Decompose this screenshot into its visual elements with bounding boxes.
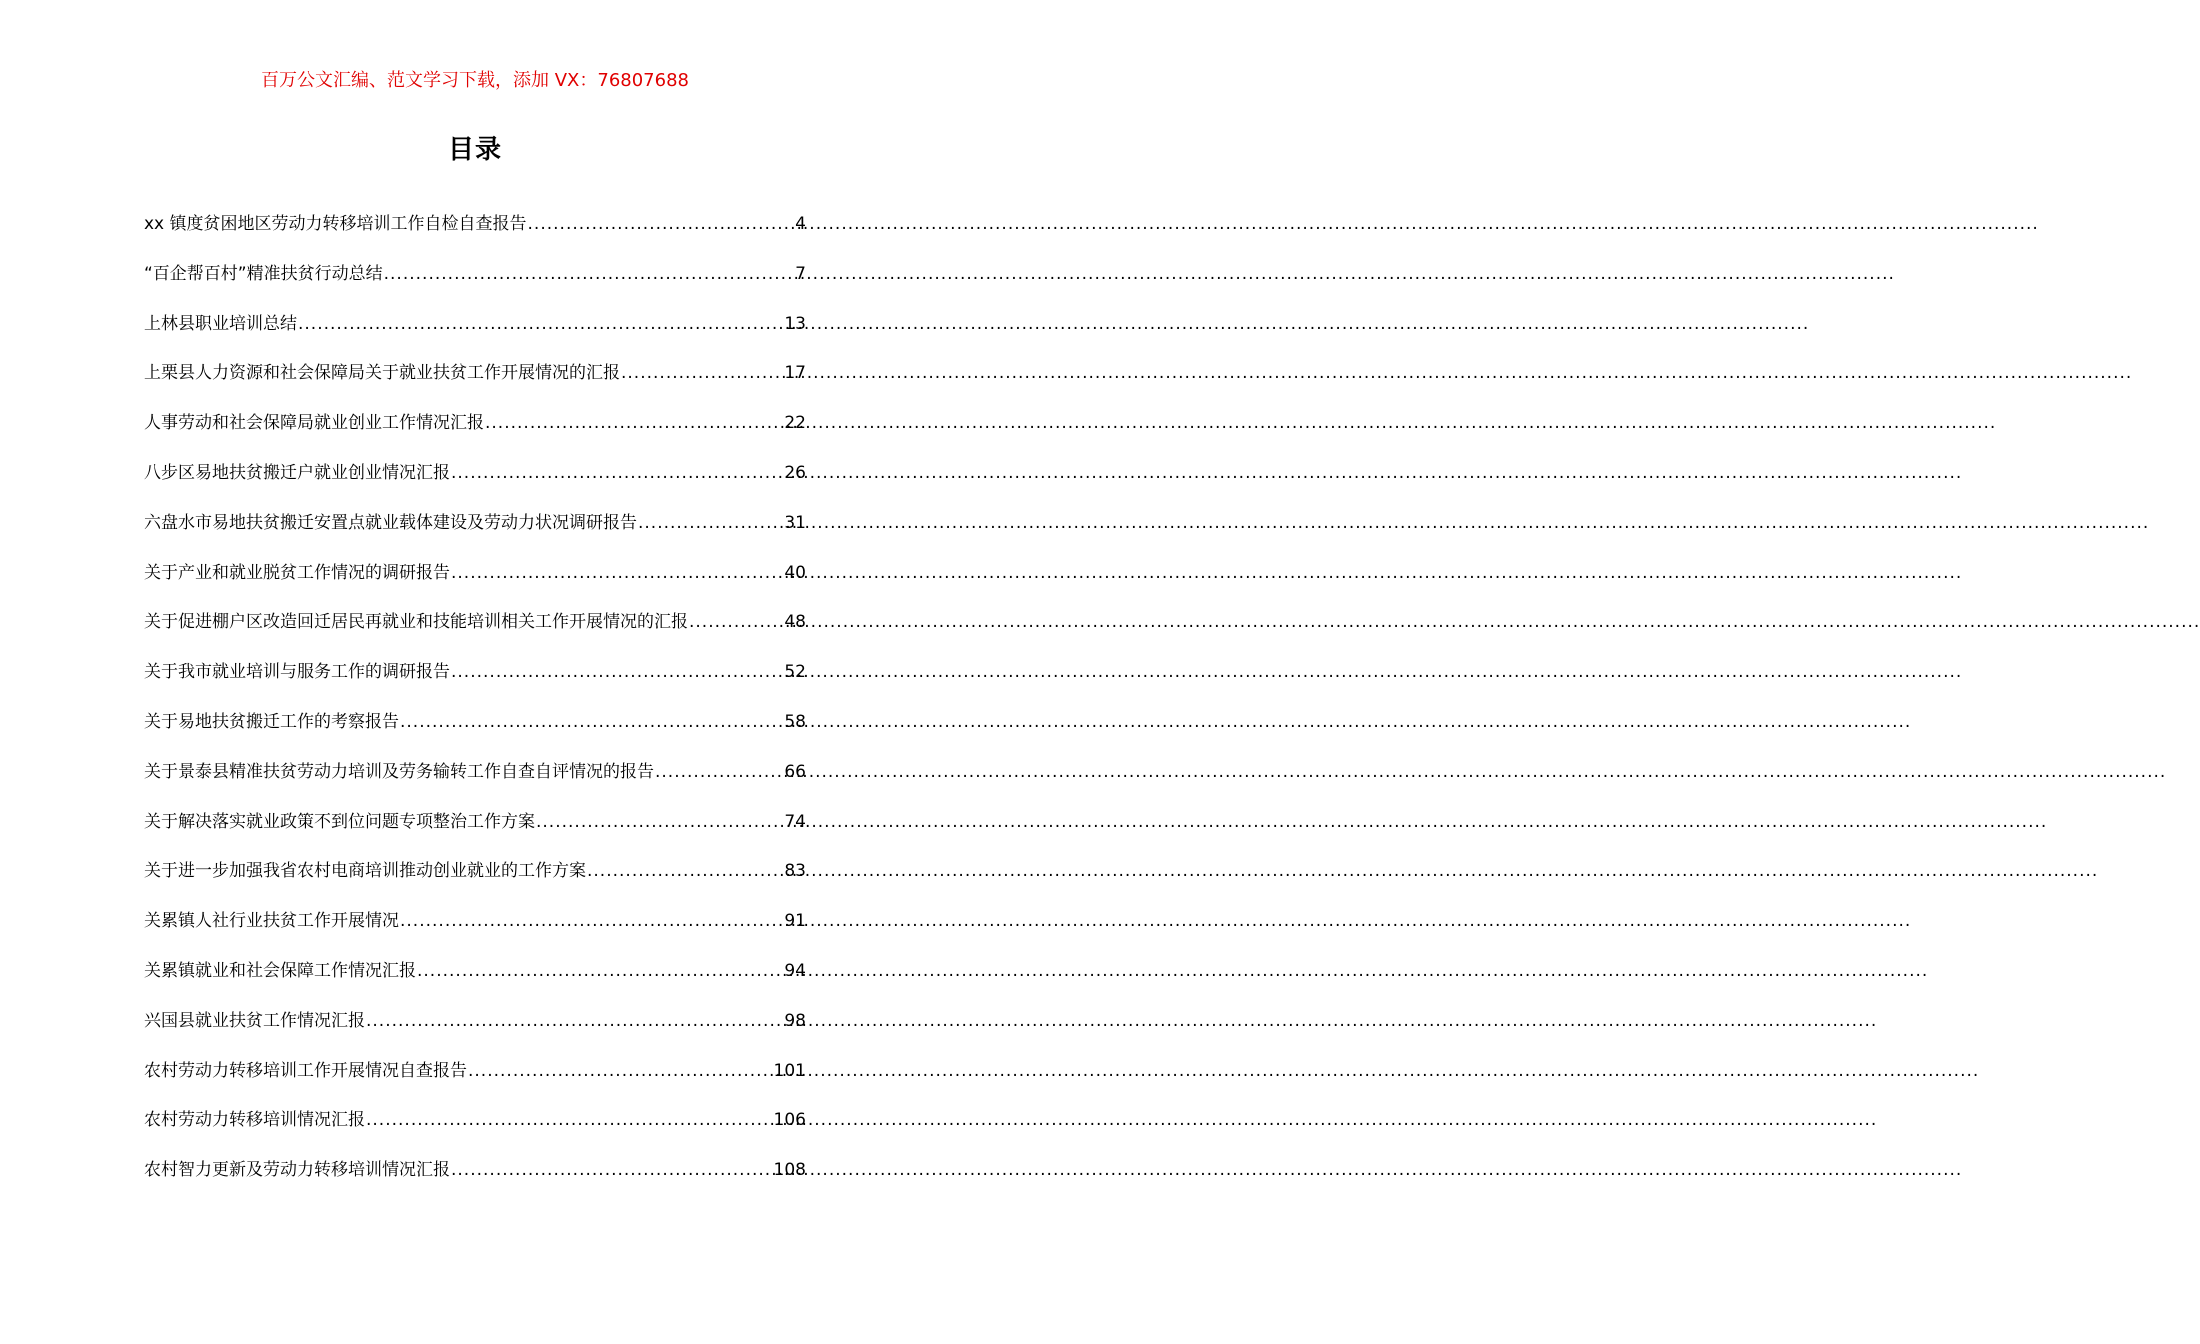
toc-entry-title: 上栗县人力资源和社会保障局关于就业扶贫工作开展情况的汇报 — [144, 363, 620, 384]
toc-entry-page-number: 108 — [773, 1160, 806, 1181]
toc-entry[interactable] — [144, 905, 806, 955]
toc-entry[interactable] — [144, 656, 806, 706]
toc-entry-title: 关于易地扶贫搬迁工作的考察报告 — [144, 711, 399, 732]
toc-dot-leader — [400, 706, 783, 738]
toc-entry-title: 关于促进棚户区改造回迁居民再就业和技能培训相关工作开展情况的汇报 — [144, 612, 688, 633]
toc-entry-page-number: 98 — [784, 1010, 806, 1031]
toc-entry[interactable] — [144, 1154, 806, 1204]
toc-entry[interactable] — [144, 1055, 806, 1105]
toc-entry-title: 农村智力更新及劳动力转移培训情况汇报 — [144, 1160, 450, 1181]
toc-dot-leader — [528, 208, 795, 240]
toc-entry[interactable] — [144, 507, 806, 557]
toc-entry-title: 兴国县就业扶贫工作情况汇报 — [144, 1010, 365, 1031]
toc-dot-leader — [400, 905, 783, 937]
toc-entry-page-number: 48 — [784, 612, 806, 633]
toc-dot-leader — [689, 606, 783, 638]
toc-entry[interactable] — [144, 357, 806, 407]
header-note: 百万公文汇编、范文学习下载，添加 VX：76807688 — [261, 70, 689, 91]
toc-dot-leader — [384, 258, 795, 290]
toc-entry-title: 关于我市就业培训与服务工作的调研报告 — [144, 662, 450, 683]
toc-dot-leader — [638, 507, 783, 539]
toc-entry-title: 八步区易地扶贫搬迁户就业创业情况汇报 — [144, 462, 450, 483]
toc-entry-title: 关累镇就业和社会保障工作情况汇报 — [144, 960, 416, 981]
toc-entry-title: 关累镇人社行业扶贫工作开展情况 — [144, 911, 399, 932]
toc-entry[interactable] — [144, 557, 806, 607]
toc-dot-leader — [451, 1154, 773, 1186]
toc-entry-page-number: 13 — [784, 313, 806, 334]
toc-dot-leader — [366, 1104, 773, 1136]
toc-dot-leader — [417, 955, 783, 987]
toc-entry-page-number: 17 — [784, 363, 806, 384]
toc-dot-leader — [298, 308, 783, 340]
toc-entry[interactable] — [144, 258, 806, 308]
page-title: 目录 — [447, 135, 502, 165]
toc-entry-page-number: 94 — [784, 960, 806, 981]
toc-entry-page-number: 40 — [784, 562, 806, 583]
toc-entry-page-number: 7 — [795, 263, 806, 284]
toc-entry-title: 关于解决落实就业政策不到位问题专项整治工作方案 — [144, 811, 535, 832]
toc-entry-page-number: 83 — [784, 861, 806, 882]
toc-entry-title: 关于进一步加强我省农村电商培训推动创业就业的工作方案 — [144, 861, 586, 882]
toc-dot-leader — [536, 806, 783, 838]
toc-entry-page-number: 52 — [784, 662, 806, 683]
toc-entry[interactable] — [144, 407, 806, 457]
toc-entry[interactable] — [144, 855, 806, 905]
toc-list — [144, 208, 806, 1204]
toc-entry-page-number: 74 — [784, 811, 806, 832]
toc-entry-title: 关于产业和就业脱贫工作情况的调研报告 — [144, 562, 450, 583]
toc-entry-page-number: 31 — [784, 512, 806, 533]
toc-entry[interactable] — [144, 1104, 806, 1154]
toc-entry-page-number: 101 — [773, 1060, 806, 1081]
toc-entry[interactable] — [144, 208, 806, 258]
toc-entry[interactable] — [144, 606, 806, 656]
toc-entry-title: 人事劳动和社会保障局就业创业工作情况汇报 — [144, 413, 484, 434]
toc-entry-page-number: 26 — [784, 462, 806, 483]
toc-dot-leader — [366, 1005, 783, 1037]
toc-dot-leader — [468, 1055, 773, 1087]
toc-dot-leader — [587, 855, 783, 887]
toc-entry-page-number: 22 — [784, 413, 806, 434]
toc-entry-title: 农村劳动力转移培训情况汇报 — [144, 1110, 365, 1131]
toc-entry[interactable] — [144, 955, 806, 1005]
toc-dot-leader — [621, 357, 783, 389]
toc-dot-leader — [485, 407, 783, 439]
toc-entry[interactable] — [144, 1005, 806, 1055]
toc-dot-leader — [451, 656, 783, 688]
toc-entry[interactable] — [144, 706, 806, 756]
toc-entry-title: “百企帮百村”精准扶贫行动总结 — [144, 263, 383, 284]
toc-entry-page-number: 66 — [784, 761, 806, 782]
toc-entry-page-number: 91 — [784, 911, 806, 932]
toc-entry-title: 六盘水市易地扶贫搬迁安置点就业载体建设及劳动力状况调研报告 — [144, 512, 637, 533]
toc-entry-page-number: 4 — [795, 214, 806, 234]
toc-dot-leader — [451, 557, 783, 589]
toc-entry-title: 农村劳动力转移培训工作开展情况自查报告 — [144, 1060, 467, 1081]
toc-entry-title: 关于景泰县精准扶贫劳动力培训及劳务输转工作自查自评情况的报告 — [144, 761, 654, 782]
toc-dot-leader — [655, 756, 783, 788]
toc-entry[interactable] — [144, 756, 806, 806]
toc-entry[interactable] — [144, 806, 806, 856]
toc-entry[interactable] — [144, 308, 806, 358]
toc-entry-title: xx 镇度贫困地区劳动力转移培训工作自检自查报告 — [144, 214, 527, 234]
toc-entry-title: 上林县职业培训总结 — [144, 313, 297, 334]
toc-entry[interactable] — [144, 457, 806, 507]
toc-entry-page-number: 58 — [784, 711, 806, 732]
toc-dot-leader — [451, 457, 783, 489]
toc-entry-page-number: 106 — [773, 1110, 806, 1131]
